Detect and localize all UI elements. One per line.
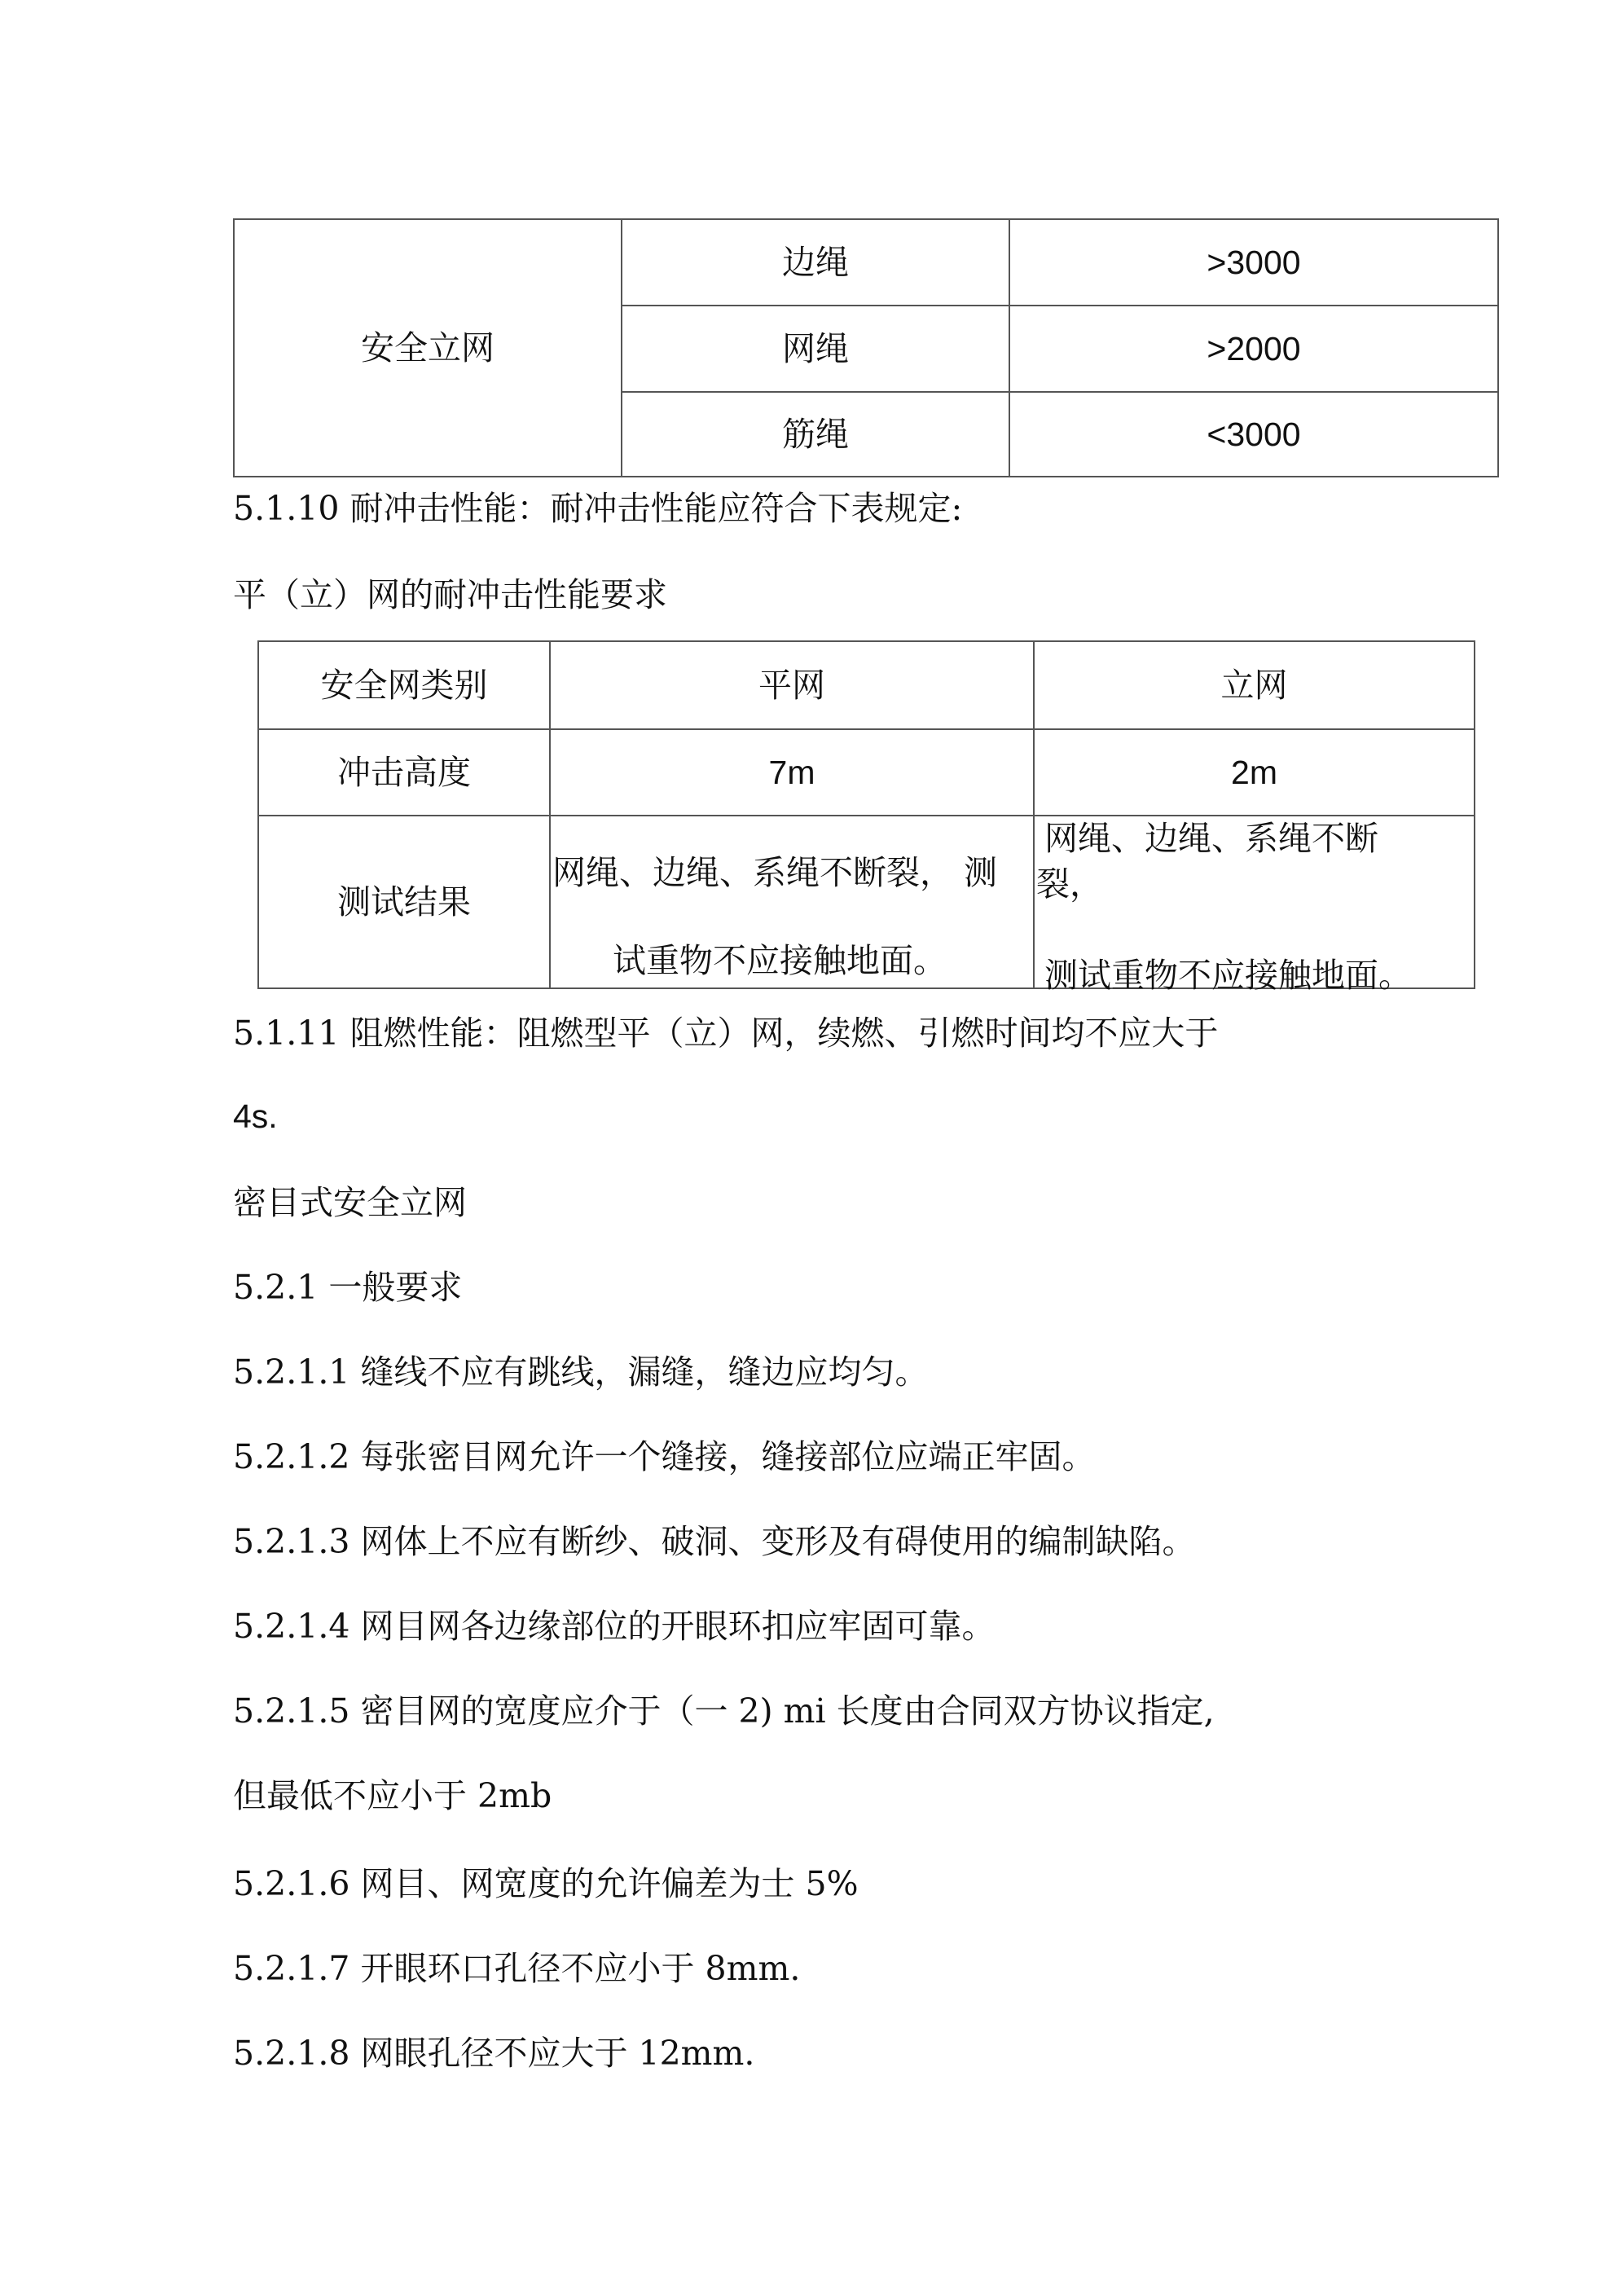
section-5-1-11-cont: 4s. xyxy=(233,1097,278,1135)
section-5-1-10: 5.1.10 耐冲击性能：耐冲击性能应符合下表规定: xyxy=(233,489,963,528)
list-item: 5.2.1.4 网目网各边缘部位的开眼环扣应牢固可靠。 xyxy=(233,1607,996,1646)
table-cell-rope: 边绳 xyxy=(782,243,849,282)
vertical-net-result-line1: 网绳、边绳、系绳不断 xyxy=(1044,819,1378,858)
heading-dense-net: 密目式安全立网 xyxy=(233,1183,467,1222)
vertical-net-result-line2: 裂， xyxy=(1036,864,1103,904)
table-cell-vertical-height: 2m xyxy=(1231,754,1277,791)
table-row-label-test-result: 测试结果 xyxy=(337,882,471,921)
list-item: 5.2.1.3 网体上不应有断纱、破洞、变形及有碍使用的编制缺陷。 xyxy=(233,1522,1196,1561)
table-header-category: 安全网类别 xyxy=(320,666,488,705)
table-cell-value: >2000 xyxy=(1207,330,1301,367)
table-header-vertical-net: 立网 xyxy=(1220,666,1288,705)
list-item: 5.2.1.5 密目网的宽度应介于（一 2) mi 长度由合同双方协议指定, xyxy=(233,1691,1215,1731)
list-item: 5.2.1.7 开眼环口孔径不应小于 8mm. xyxy=(233,1949,801,1988)
list-item: 5.2.1.1 缝线不应有跳线，漏缝，缝边应均匀。 xyxy=(233,1353,929,1392)
table-group-label: 安全立网 xyxy=(361,328,495,367)
table-row-label-impact-height: 冲击高度 xyxy=(337,753,471,792)
list-item: 5.2.1.2 每张密目网允许一个缝接，缝接部位应端正牢固。 xyxy=(233,1437,1096,1476)
flat-net-result-line1: 网绳、边绳、系绳不断裂， 测 xyxy=(552,853,998,892)
table-cell-rope: 筋绳 xyxy=(782,415,849,454)
table-caption: 平（立）网的耐冲击性能要求 xyxy=(233,575,667,614)
section-5-1-11: 5.1.11 阻燃性能：阻燃型平（立）网，续燃、引燃时间均不应大于 xyxy=(233,1014,1219,1053)
list-item: 5.2.1.8 网眼孔径不应大于 12mm. xyxy=(233,2034,755,2073)
list-item: 但最低不应小于 2mb xyxy=(233,1776,552,1815)
table-cell-value: <3000 xyxy=(1207,416,1301,453)
list-item: 5.2.1.6 网目、网宽度的允许偏差为士 5% xyxy=(233,1864,859,1903)
vertical-net-result-line3: 测试重物不应接触地面。 xyxy=(1044,956,1412,995)
section-5-2-1: 5.2.1 一般要求 xyxy=(233,1268,463,1307)
table-cell-value: >3000 xyxy=(1207,244,1301,281)
table-header-flat-net: 平网 xyxy=(758,666,825,705)
table-cell-rope: 网绳 xyxy=(782,329,849,368)
table-cell-flat-height: 7m xyxy=(768,754,815,791)
flat-net-result-line2: 试重物不应接触地面。 xyxy=(613,941,947,980)
